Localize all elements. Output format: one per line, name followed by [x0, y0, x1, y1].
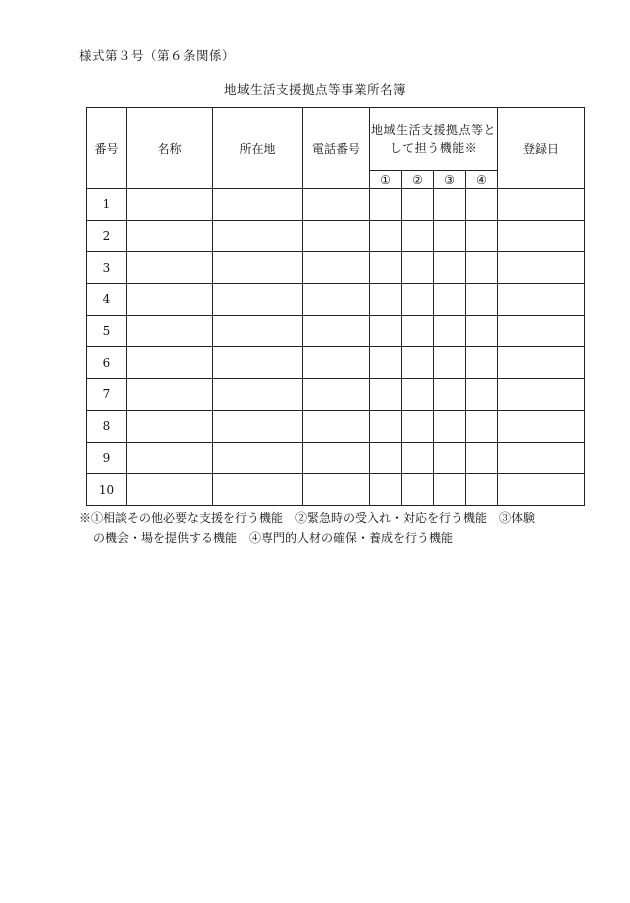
row-number: 1: [87, 189, 127, 221]
function-4-cell[interactable]: [466, 347, 498, 379]
document-title: 地域生活支援拠点等事業所名簿: [223, 82, 406, 97]
function-3-cell[interactable]: [434, 220, 466, 252]
table-row: [87, 189, 585, 221]
registration-date-cell[interactable]: [498, 252, 585, 284]
phone-cell[interactable]: [303, 189, 370, 221]
registration-date-cell[interactable]: [498, 189, 585, 221]
row-number: 9: [87, 442, 127, 474]
phone-cell[interactable]: [303, 220, 370, 252]
address-cell[interactable]: [213, 474, 303, 506]
header-functions: 地域生活支援拠点等として担う機能※: [370, 108, 498, 171]
registration-date-cell[interactable]: [498, 315, 585, 347]
registration-date-cell[interactable]: [498, 284, 585, 316]
function-1-cell[interactable]: [370, 442, 402, 474]
table-row: [87, 347, 585, 379]
function-2-cell[interactable]: [402, 347, 434, 379]
table-row: [87, 474, 585, 506]
phone-cell[interactable]: [303, 410, 370, 442]
row-number: 8: [87, 410, 127, 442]
function-2-cell[interactable]: [402, 410, 434, 442]
registration-date-cell[interactable]: [498, 442, 585, 474]
function-4-cell[interactable]: [466, 315, 498, 347]
header-phone: 電話番号: [303, 108, 370, 189]
name-cell[interactable]: [127, 442, 213, 474]
form-number-label: 様式第３号（第６条関係）: [79, 48, 236, 63]
header-number: 番号: [87, 108, 127, 189]
name-cell[interactable]: [127, 189, 213, 221]
address-cell[interactable]: [213, 189, 303, 221]
function-4-cell[interactable]: [466, 284, 498, 316]
row-number: 10: [87, 474, 127, 506]
function-4-cell[interactable]: [466, 189, 498, 221]
registry-table: [86, 107, 585, 506]
table-row: [87, 284, 585, 316]
function-2-cell[interactable]: [402, 379, 434, 411]
function-3-cell[interactable]: [434, 474, 466, 506]
function-3-cell[interactable]: [434, 410, 466, 442]
function-2-cell[interactable]: [402, 220, 434, 252]
name-cell[interactable]: [127, 252, 213, 284]
header-registration-date: 登録日: [498, 108, 585, 189]
function-2-cell[interactable]: [402, 315, 434, 347]
footnote-line-2: の機会・場を提供する機能 ④専門的人材の確保・養成を行う機能: [93, 531, 454, 545]
function-1-cell[interactable]: [370, 284, 402, 316]
table-row: [87, 220, 585, 252]
name-cell[interactable]: [127, 474, 213, 506]
function-3-cell[interactable]: [434, 347, 466, 379]
phone-cell[interactable]: [303, 347, 370, 379]
address-cell[interactable]: [213, 410, 303, 442]
name-cell[interactable]: [127, 379, 213, 411]
function-3-cell[interactable]: [434, 315, 466, 347]
address-cell[interactable]: [213, 284, 303, 316]
header-function-4: ④: [466, 171, 498, 189]
registration-date-cell[interactable]: [498, 347, 585, 379]
function-4-cell[interactable]: [466, 442, 498, 474]
address-cell[interactable]: [213, 379, 303, 411]
function-3-cell[interactable]: [434, 379, 466, 411]
phone-cell[interactable]: [303, 315, 370, 347]
function-1-cell[interactable]: [370, 379, 402, 411]
function-4-cell[interactable]: [466, 252, 498, 284]
phone-cell[interactable]: [303, 442, 370, 474]
footnote-line-1: ※①相談その他必要な支援を行う機能 ②緊急時の受入れ・対応を行う機能 ③体験: [79, 511, 536, 525]
registration-date-cell[interactable]: [498, 474, 585, 506]
row-number: 5: [87, 315, 127, 347]
function-1-cell[interactable]: [370, 410, 402, 442]
function-4-cell[interactable]: [466, 474, 498, 506]
footnote: [79, 508, 599, 548]
function-2-cell[interactable]: [402, 284, 434, 316]
phone-cell[interactable]: [303, 284, 370, 316]
row-number: 7: [87, 379, 127, 411]
registration-date-cell[interactable]: [498, 220, 585, 252]
row-number: 4: [87, 284, 127, 316]
function-4-cell[interactable]: [466, 379, 498, 411]
function-3-cell[interactable]: [434, 442, 466, 474]
header-function-3: ③: [434, 171, 466, 189]
address-cell[interactable]: [213, 220, 303, 252]
row-number: 2: [87, 220, 127, 252]
table-row: [87, 315, 585, 347]
table-row: [87, 410, 585, 442]
header-name: 名称: [127, 108, 213, 189]
function-1-cell[interactable]: [370, 474, 402, 506]
name-cell[interactable]: [127, 347, 213, 379]
table-row: [87, 442, 585, 474]
phone-cell[interactable]: [303, 474, 370, 506]
function-1-cell[interactable]: [370, 220, 402, 252]
header-address: 所在地: [213, 108, 303, 189]
function-2-cell[interactable]: [402, 189, 434, 221]
table-row: [87, 379, 585, 411]
name-cell[interactable]: [127, 410, 213, 442]
function-2-cell[interactable]: [402, 474, 434, 506]
function-4-cell[interactable]: [466, 220, 498, 252]
name-cell[interactable]: [127, 284, 213, 316]
function-3-cell[interactable]: [434, 189, 466, 221]
name-cell[interactable]: [127, 220, 213, 252]
row-number: 6: [87, 347, 127, 379]
function-1-cell[interactable]: [370, 347, 402, 379]
registration-date-cell[interactable]: [498, 410, 585, 442]
address-cell[interactable]: [213, 252, 303, 284]
table-row: [87, 252, 585, 284]
function-1-cell[interactable]: [370, 189, 402, 221]
name-cell[interactable]: [127, 315, 213, 347]
row-number: 3: [87, 252, 127, 284]
header-function-2: ②: [402, 171, 434, 189]
function-3-cell[interactable]: [434, 252, 466, 284]
function-4-cell[interactable]: [466, 410, 498, 442]
function-3-cell[interactable]: [434, 284, 466, 316]
address-cell[interactable]: [213, 442, 303, 474]
phone-cell[interactable]: [303, 252, 370, 284]
header-function-1: ①: [370, 171, 402, 189]
function-2-cell[interactable]: [402, 252, 434, 284]
registration-date-cell[interactable]: [498, 379, 585, 411]
function-1-cell[interactable]: [370, 252, 402, 284]
address-cell[interactable]: [213, 315, 303, 347]
phone-cell[interactable]: [303, 379, 370, 411]
function-1-cell[interactable]: [370, 315, 402, 347]
address-cell[interactable]: [213, 347, 303, 379]
function-2-cell[interactable]: [402, 442, 434, 474]
